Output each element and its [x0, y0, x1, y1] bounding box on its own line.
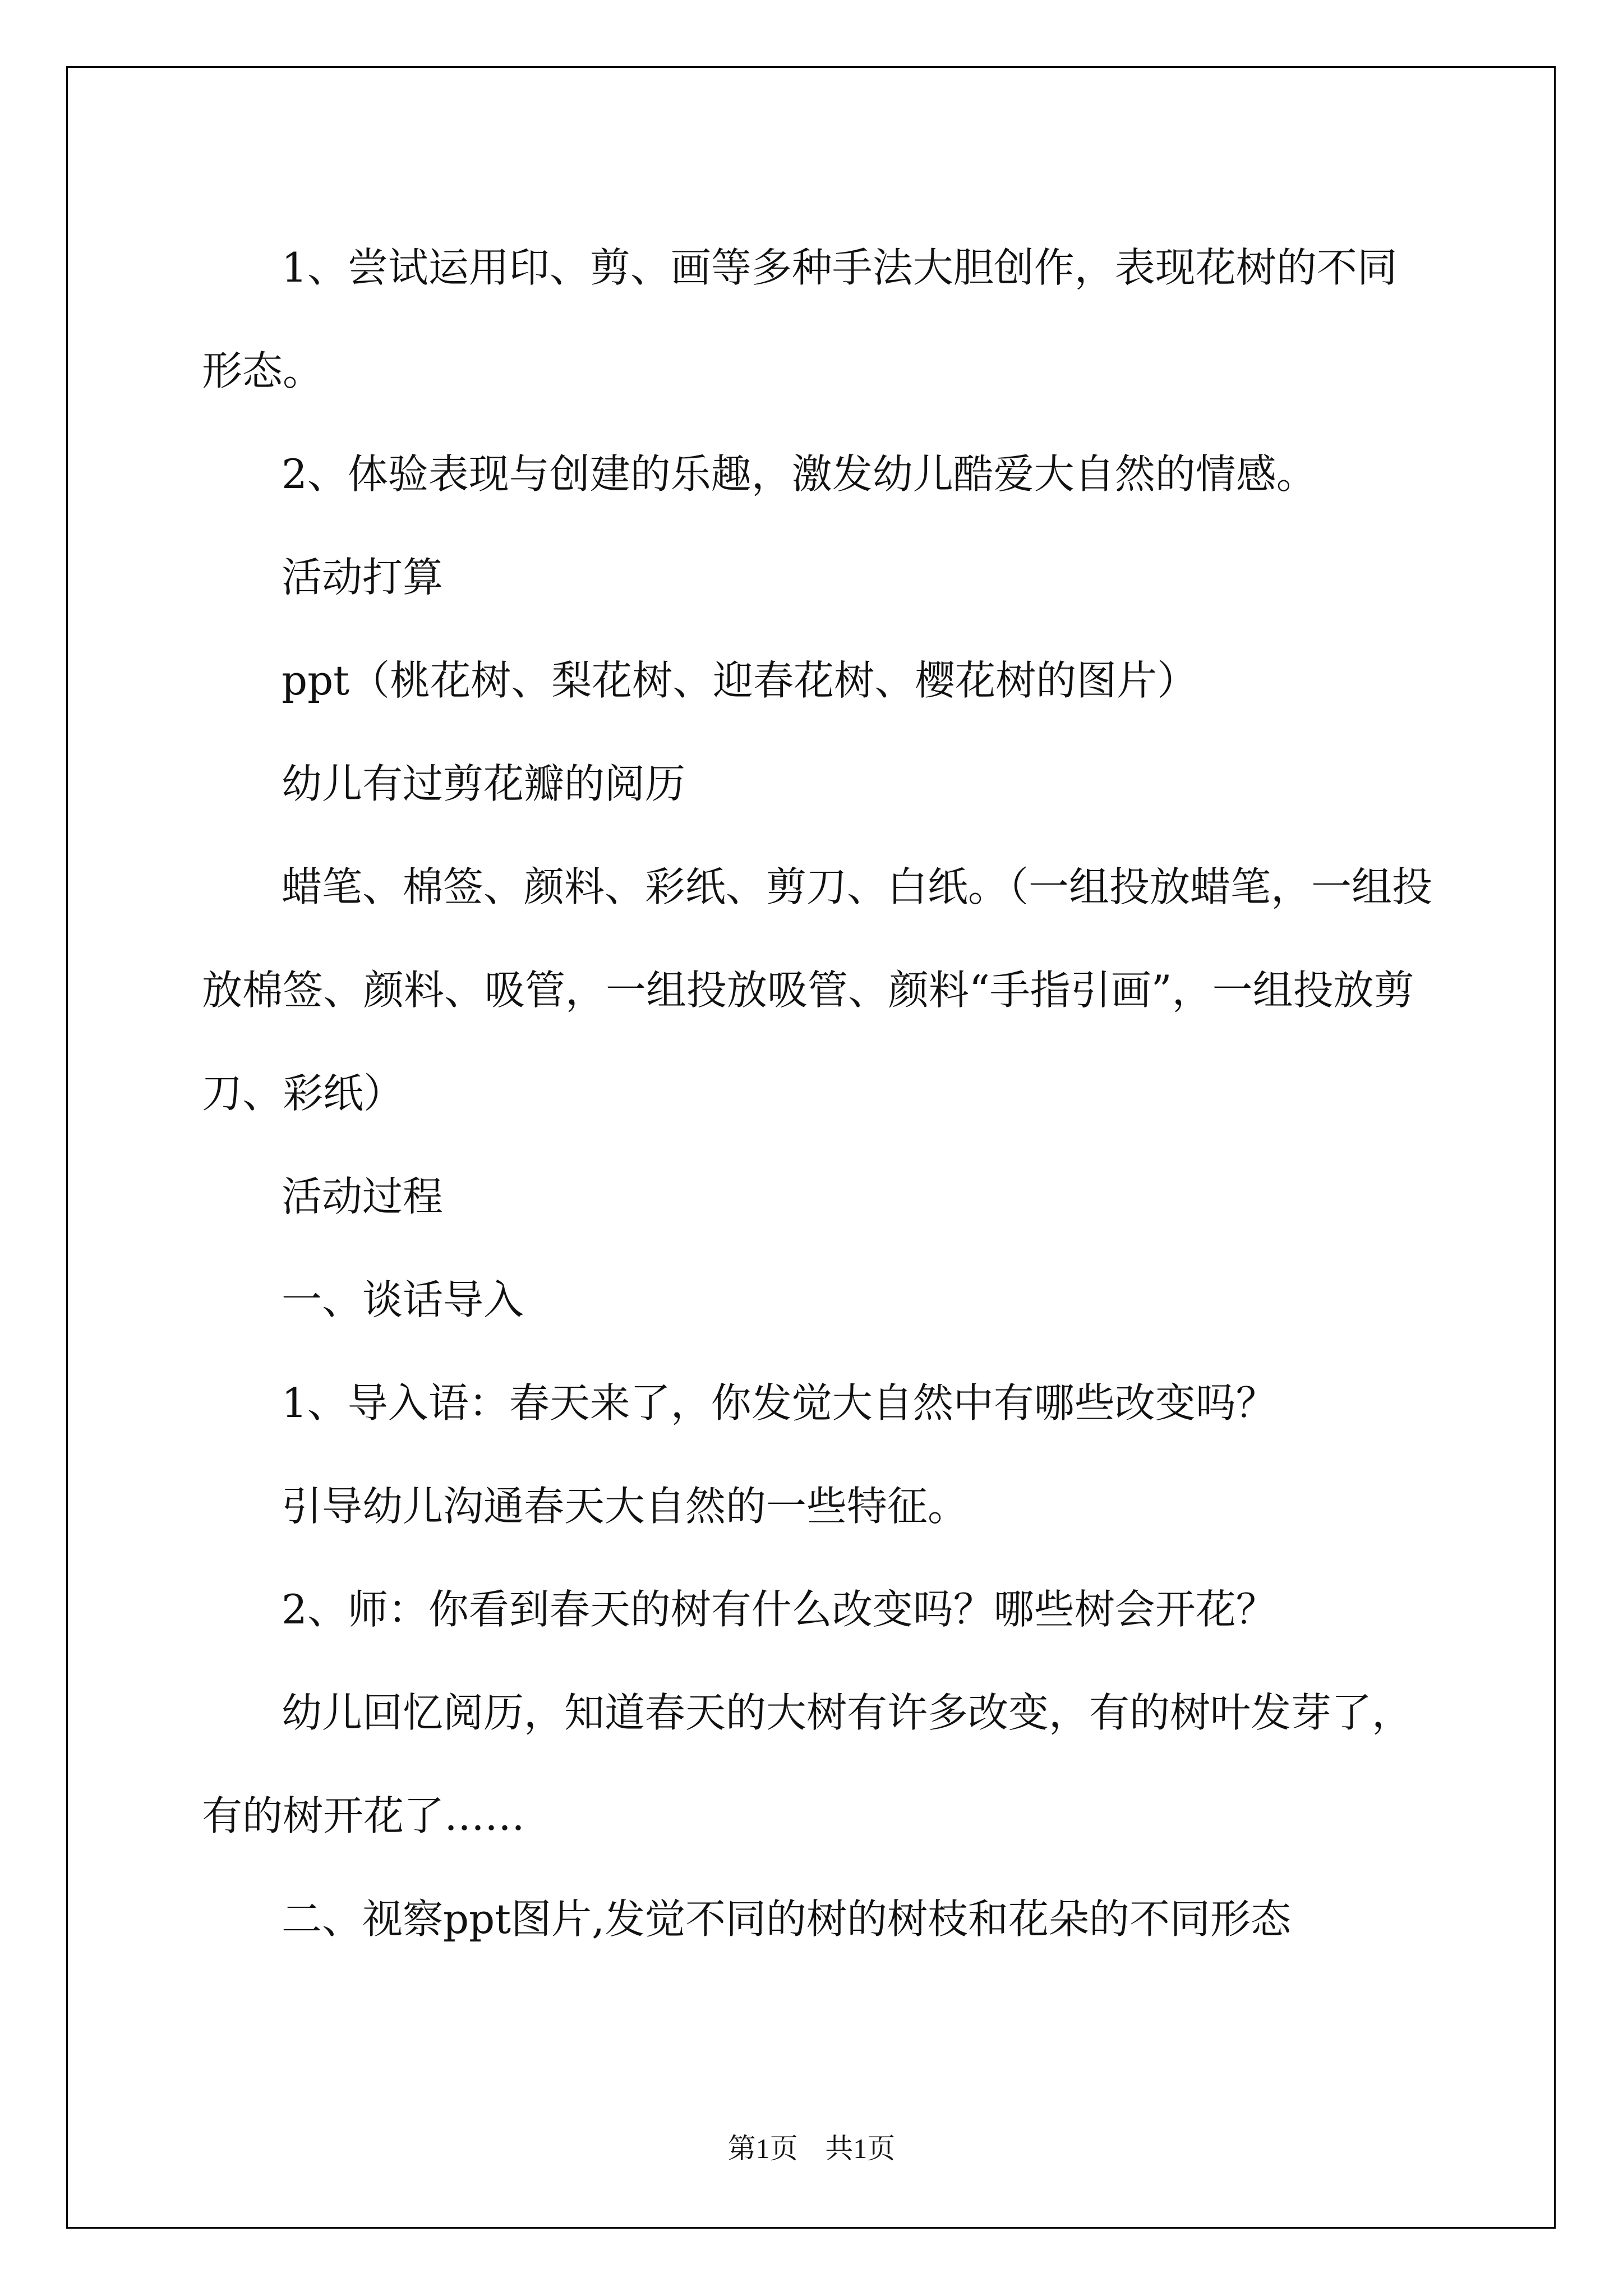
page-footer — [0, 2126, 1623, 2166]
paragraph-guide-children: 引导幼儿沟通春天大自然的一些特征。 — [282, 1483, 969, 1530]
paragraph-goal-1: 1、尝试运用印、剪、画等多种手法大胆创作，表现花树的不同形态。 — [202, 244, 1398, 394]
paragraph-materials-list: 蜡笔、棉签、颜料、彩纸、剪刀、白纸。（一组投放蜡笔，一组投放棉签、颜料、吸管，一组投放吸管、颜料“手指引画”，一组投放剪刀、彩纸） — [202, 863, 1433, 1117]
paragraph-ppt-materials: ppt（桃花树、梨花树、迎春花树、樱花树的图片） — [282, 657, 1198, 704]
paragraph-intro-question: 1、导入语：春天来了，你发觉大自然中有哪些改变吗？ — [282, 1379, 1276, 1427]
heading-activity-preparation: 活动打算 — [282, 554, 444, 601]
heading-section-two: 二、视察ppt图片,发觉不同的树的树枝和花朵的不同形态 — [282, 1895, 1292, 1943]
current-page-number: 第1页 — [727, 2133, 798, 2164]
paragraph-goal-2: 2、体验表现与创建的乐趣，激发幼儿酷爱大自然的情感。 — [282, 450, 1317, 498]
paragraph-experience: 幼儿有过剪花瓣的阅历 — [282, 760, 686, 807]
total-page-count: 共1页 — [825, 2133, 896, 2164]
document-body — [202, 216, 1436, 1971]
paragraph-children-recall: 幼儿回忆阅历，知道春天的大树有许多改变，有的树叶发芽了，有的树开花了…… — [202, 1689, 1413, 1839]
heading-section-one: 一、谈话导入 — [282, 1276, 524, 1323]
paragraph-teacher-question: 2、师：你看到春天的树有什么改变吗？哪些树会开花？ — [282, 1586, 1276, 1633]
heading-activity-process: 活动过程 — [282, 1173, 444, 1220]
